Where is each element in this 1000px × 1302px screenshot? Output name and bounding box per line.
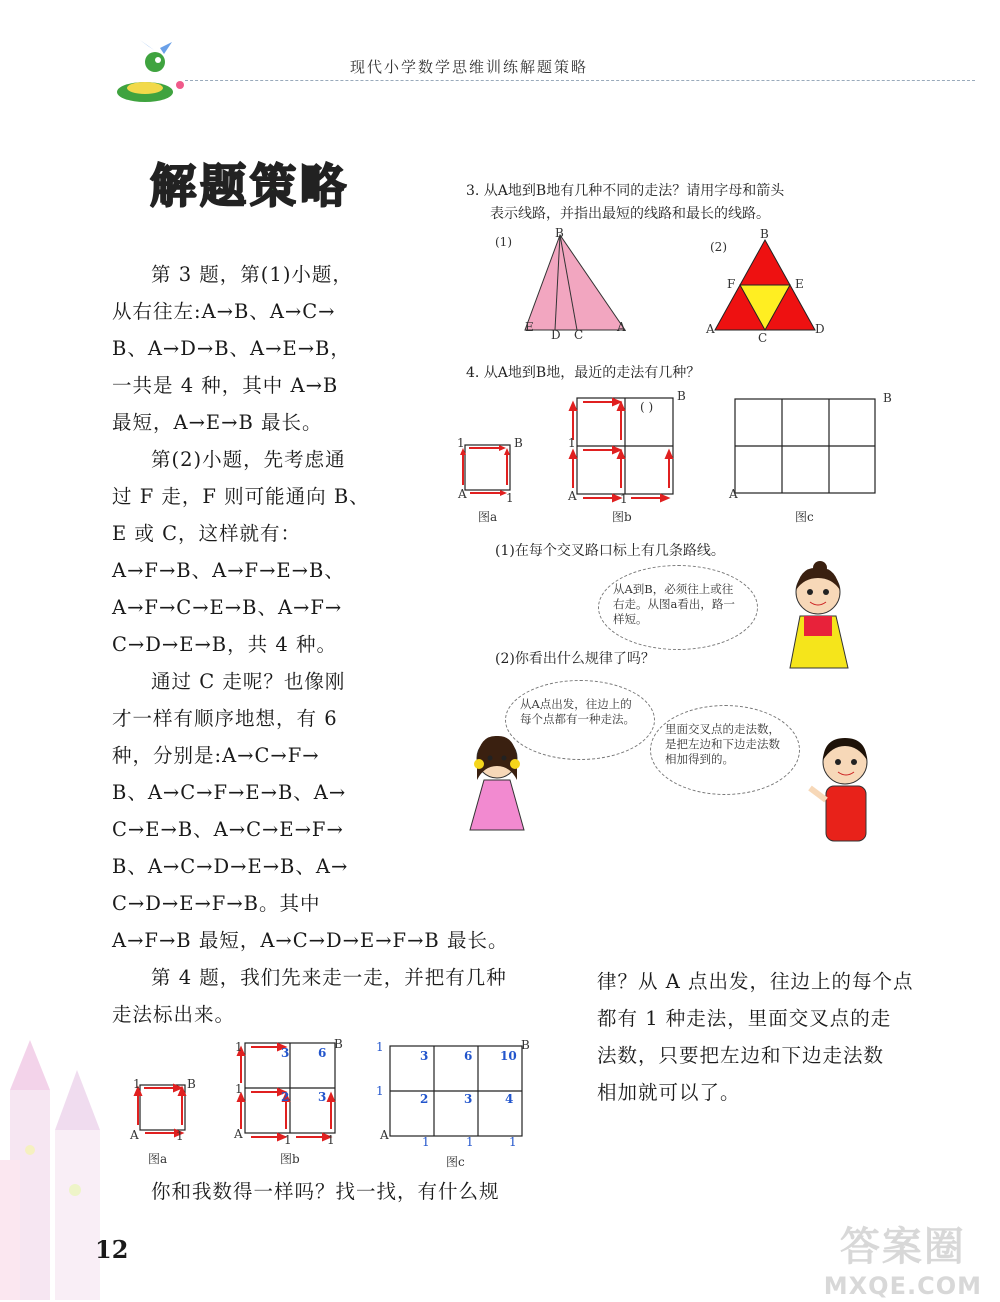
paragraph-line: B、A→C→F→E→B、A→: [112, 781, 347, 804]
q4c-point-a: A: [729, 487, 738, 501]
bottom-a-one-top: 1: [133, 1077, 141, 1091]
q3-line2: 表示线路，并指出最短的线路和最长的线路。: [490, 206, 770, 222]
q4b-point-a: A: [568, 489, 577, 503]
bottom-a-point-b: B: [187, 1077, 196, 1091]
q4a-one-right: 1: [506, 491, 514, 505]
title-char-3: 策: [250, 159, 300, 213]
q3-fig2-point-e: E: [795, 277, 804, 291]
title-char-2: 题: [200, 159, 250, 213]
paragraph-line: B、A→D→B、A→E→B，: [112, 337, 351, 360]
q4-grid-c: [725, 393, 880, 503]
paragraph-line: 法数，只要把左边和下边走法数: [597, 1044, 885, 1067]
paragraph-line: C→D→E→B，共 4 种。: [112, 633, 337, 656]
paragraph-line: 才一样有顺序地想，有 6: [112, 707, 338, 730]
bottom-a-point-a: A: [130, 1128, 139, 1142]
bottom-c-num-2: 2: [420, 1092, 429, 1106]
q4-fig-b-caption: 图b: [612, 510, 632, 524]
q3-fig2-point-c: C: [758, 331, 768, 345]
bottom-c-num-4: 4: [505, 1092, 514, 1106]
q3-fig1-point-a: A: [617, 320, 626, 334]
bottom-fig-a-caption: 图a: [148, 1152, 168, 1166]
q4b-point-b: B: [677, 389, 686, 403]
bottom-b-num-1-mid: 1: [235, 1082, 243, 1096]
bottom-c-num-1-mid: 1: [376, 1084, 384, 1098]
bottom-a-one-right: 1: [176, 1129, 184, 1143]
bottom-c-num-1-b1: 1: [422, 1135, 430, 1149]
bottom-b-point-a: A: [234, 1127, 243, 1141]
watermark-line1: 答案圈: [839, 1224, 966, 1270]
paragraph-line: 最短，A→E→B 最长。: [112, 411, 323, 434]
right-column-text: [597, 963, 942, 1111]
paragraph-line: C→D→E→F→B。其中: [112, 892, 321, 915]
paragraph-line: 从右往左:A→B、A→C→: [112, 300, 336, 323]
bottom-fig-b-caption: 图b: [280, 1152, 300, 1166]
bottom-line: 你和我数得一样吗？找一找，有什么规: [151, 1180, 500, 1203]
paragraph-line: A→F→B、A→F→E→B、: [112, 559, 345, 582]
bottom-b-num-1-bot2: 1: [327, 1133, 335, 1147]
paragraph-line: E 或 C，这样就有：: [112, 522, 302, 545]
bottom-b-num-1-top: 1: [235, 1040, 243, 1054]
page-number: 12: [95, 1235, 129, 1264]
paragraph-line: A→F→C→E→B、A→F→: [112, 596, 343, 619]
watermark-line2: MXQE.COM: [823, 1272, 982, 1300]
q4-fig-a-caption: 图a: [478, 510, 498, 524]
speech-bubble-boy: 里面交叉点的走法数，是把左边和下边走法数相加得到的。: [650, 705, 800, 795]
paragraph-line: 都有 1 种走法，里面交叉点的走: [597, 1007, 892, 1030]
girl-pink-character-icon: [462, 730, 532, 835]
paragraph-line: 第 3 题，第(1)小题，: [151, 263, 353, 286]
paragraph-line: 过 F 走，F 则可能通向 B、: [112, 485, 370, 508]
wide-line-2: 第 4 题，我们先来走一走，并把有几种: [151, 966, 507, 989]
q3-fig2-label: (2): [710, 240, 727, 254]
left-column-text: [112, 256, 384, 922]
bottom-b-point-b: B: [334, 1037, 343, 1051]
q4-grid-b: [565, 390, 680, 505]
bottom-c-point-a: A: [380, 1128, 389, 1142]
bottom-b-num-1-bot: 1: [284, 1133, 292, 1147]
q4c-point-b: B: [883, 391, 892, 405]
q3-fig2-point-b: B: [760, 227, 769, 241]
bottom-b-num-6: 6: [318, 1046, 327, 1060]
paragraph-line: C→E→B、A→C→E→F→: [112, 818, 344, 841]
q3-fig2-point-f: F: [727, 277, 736, 291]
q4b-one-bottom: 1: [620, 492, 628, 506]
bottom-c-num-1-b2: 1: [466, 1135, 474, 1149]
q3-fig1-point-e: E: [525, 320, 534, 334]
paragraph-line: 一共是 4 种，其中 A→B: [112, 374, 339, 397]
watermark: [824, 1215, 982, 1300]
bottom-b-num-3b: 3: [318, 1090, 327, 1104]
bottom-b-num-2: 2: [281, 1090, 290, 1104]
bottom-fig-c-caption: 图c: [446, 1155, 465, 1169]
bottom-c-num-10: 10: [500, 1049, 517, 1063]
girl-character-icon: [770, 560, 860, 670]
q3-red-yellow-triangle: [705, 230, 825, 340]
paragraph-line: 第(2)小题，先考虑通: [151, 448, 346, 471]
header-divider: [185, 80, 975, 81]
wide-line-3: 走法标出来。: [112, 1003, 236, 1026]
q4-sub1: (1)在每个交叉路口标上有几条路线。: [495, 543, 725, 559]
bottom-c-num-6: 6: [464, 1049, 473, 1063]
q4a-point-a: A: [458, 487, 467, 501]
bottom-c-num-1-b3: 1: [509, 1135, 517, 1149]
paragraph-line: 通过 C 走呢？也像刚: [151, 670, 346, 693]
paragraph-line: 相加就可以了。: [597, 1081, 741, 1104]
bottom-c-num-3: 3: [420, 1049, 429, 1063]
bottom-c-num-3b: 3: [464, 1092, 473, 1106]
q3-fig1-point-c: C: [574, 328, 584, 342]
boy-character-icon: [800, 730, 890, 845]
wide-line-1: A→F→B 最短，A→C→D→E→F→B 最长。: [112, 929, 509, 952]
bottom-c-num-1-top: 1: [376, 1040, 384, 1054]
q4b-blank: ( ): [640, 400, 654, 414]
section-title: [150, 150, 350, 216]
dragon-mascot-icon: [110, 40, 190, 110]
q3-fig2-point-d: D: [815, 322, 825, 336]
bottom-b-num-3: 3: [281, 1046, 290, 1060]
q3-line1: 3. 从A地到B地有几种不同的走法？请用字母和箭头: [466, 183, 785, 199]
q3-fig2-point-a: A: [706, 322, 715, 336]
speech-bubble-girl-left: 从A点出发，往边上的每个点都有一种走法。: [505, 680, 655, 760]
paragraph-line: 种，分别是:A→C→F→: [112, 744, 320, 767]
q4-fig-c-caption: 图c: [795, 510, 814, 524]
q3-fig1-point-b: B: [555, 226, 564, 240]
q4-line1: 4. 从A地到B地，最近的走法有几种？: [466, 365, 701, 381]
speech-bubble-girl-top: 从A到B，必须往上或往右走。从图a看出，路一样短。: [598, 565, 758, 650]
q4a-one-top: 1: [457, 436, 465, 450]
q4a-point-b: B: [514, 436, 523, 450]
q3-fig1-label: (1): [495, 235, 512, 249]
header-title: 现代小学数学思维训练解题策略: [350, 58, 589, 76]
q4-sub2: (2)你看出什么规律了吗？: [495, 651, 655, 667]
title-char-1: 解: [150, 159, 200, 213]
bottom-c-point-b: B: [521, 1038, 530, 1052]
q4b-one-left: 1: [568, 436, 576, 450]
q3-fig1-point-d: D: [551, 328, 561, 342]
paragraph-line: B、A→C→D→E→B、A→: [112, 855, 349, 878]
title-char-4: 略: [300, 159, 350, 213]
paragraph-line: 律？从 A 点出发，往边上的每个点: [597, 970, 914, 993]
